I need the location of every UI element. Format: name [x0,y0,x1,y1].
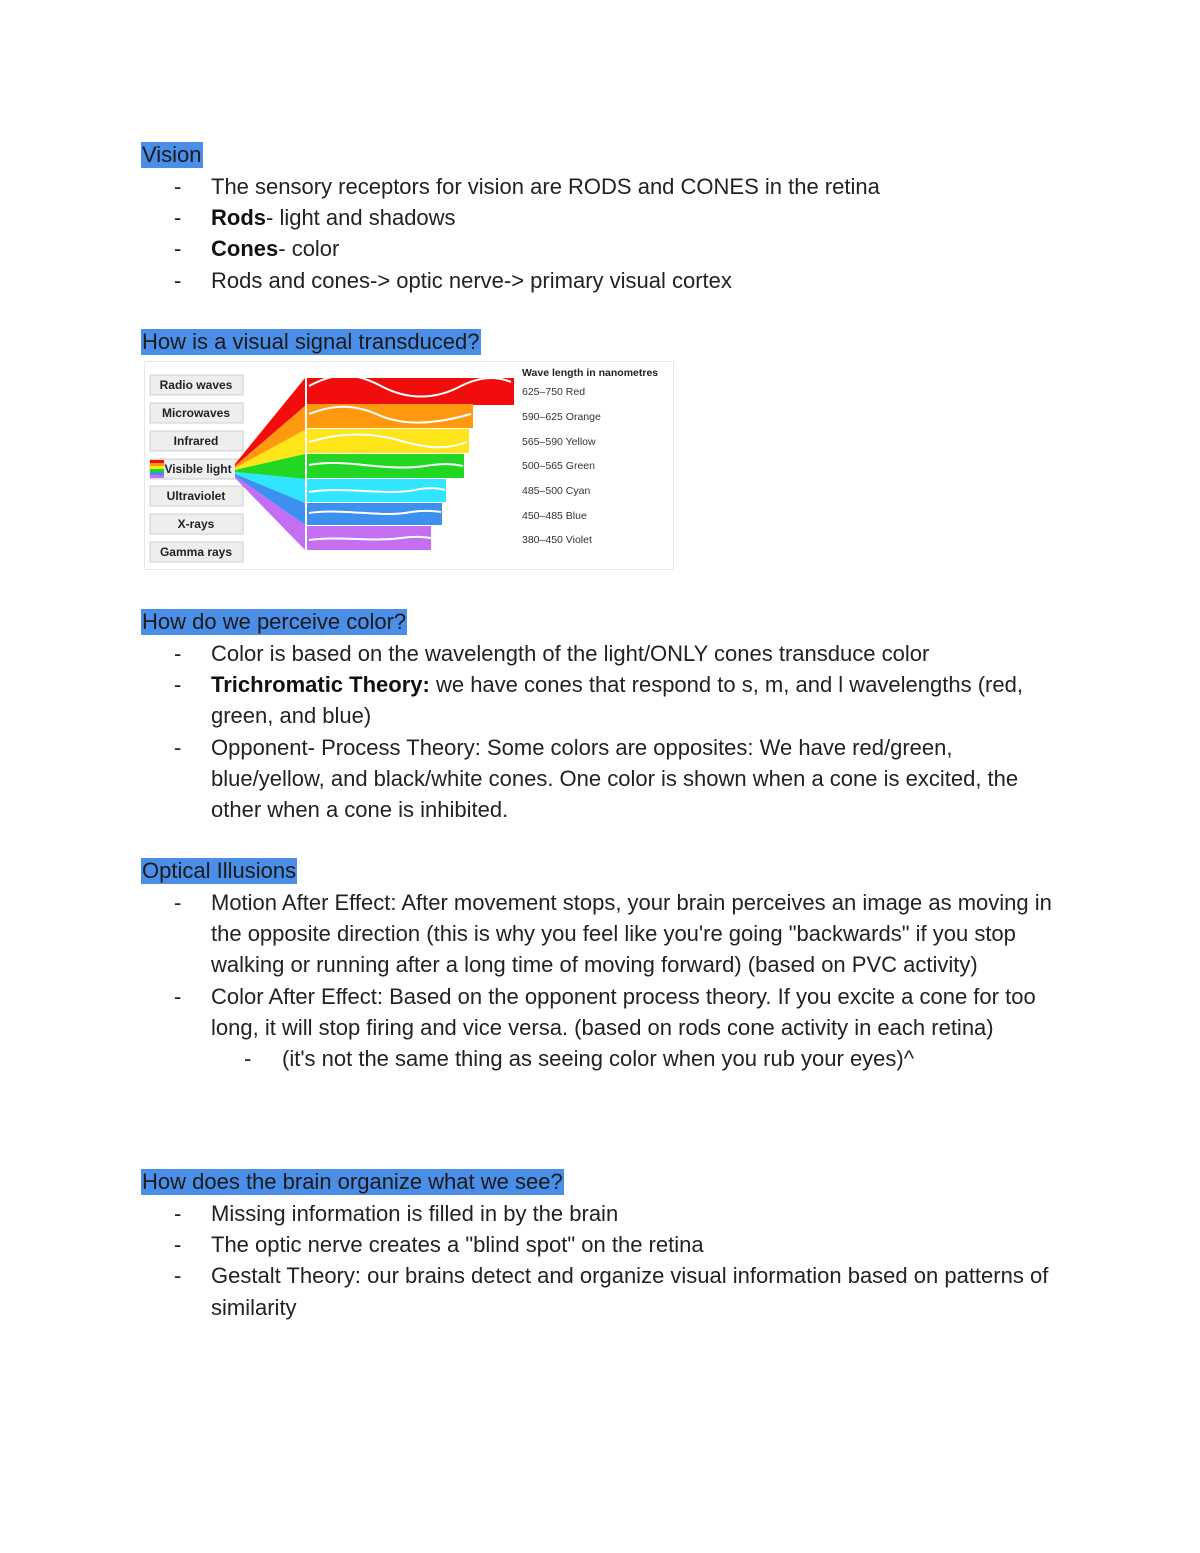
section-heading: Vision [142,142,202,167]
list-item [141,732,1071,826]
list-item [141,171,1071,202]
section-vision [141,142,1071,296]
bold-term: Trichromatic Theory: [211,672,430,698]
rainbow-stripe [150,469,164,472]
wavelength-violet: 380–450 Violet [522,534,592,546]
wavelength-green: 500–565 Green [522,460,595,472]
bar-yellow [307,429,469,453]
list-item-text: Opponent- Process Theory: Some colors are opposites: We have red/green, blue/yellow, and black/white cones. One color is shown when a cone is excited, the other when a cone is inhibited. [211,734,1019,823]
section-heading: Optical Illusions [142,858,297,883]
list-item [141,233,1071,264]
spectrum-figure [144,361,674,570]
list-item [141,887,1071,981]
bar-red [307,378,514,405]
band-xrays: X-rays [177,517,215,531]
sub-list [211,1043,1071,1074]
spectrum-fan [235,378,305,550]
list-item [141,265,1071,296]
list-item [141,981,1071,1075]
section-color [141,609,1071,825]
wavelength-list [522,367,658,546]
bullet-list [141,171,1071,296]
list-item-text: The sensory receptors for vision are RODS and CONES in the retina [211,174,880,199]
list-item-text: we have cones that respond to s, m, and l wavelengths (red, green, and blue) [211,672,1023,729]
list-item [141,669,1071,731]
rainbow-stripe [150,475,164,478]
section-transduced [141,329,1071,355]
list-item [141,202,1071,233]
band-microwaves: Microwaves [161,406,231,420]
list-item-text: The optic nerve creates a "blind spot" on the retina [211,1232,704,1258]
rainbow-stripe [150,466,164,469]
list-item-text: Color After Effect: Based on the opponent process theory. If you excite a cone for too long, it will stop firing and vice versa. (based on rods cone activity in each retina) [211,983,1036,1040]
rainbow-stripe [150,460,164,463]
section-heading: How is a visual signal transduced? [142,329,480,354]
band-radio: Radio waves [159,378,233,392]
list-item [141,638,1071,669]
band-gamma: Gamma rays [159,545,233,559]
section-heading: How does the brain organize what we see? [142,1169,563,1194]
wavelength-orange: 590–625 Orange [522,411,601,423]
list-item-text: (it's not the same thing as seeing color when you rub your eyes)^ [282,1046,915,1072]
wavelength-yellow: 565–590 Yellow [522,436,596,448]
section-organize [141,1169,1071,1323]
rainbow-stripe [150,463,164,466]
spectrum-diagram [145,362,673,569]
list-item-text: Missing information is filled in by the brain [211,1201,619,1226]
wavelength-cyan: 485–500 Cyan [522,485,591,497]
list-item [141,1260,1071,1322]
band-ultraviolet: Ultraviolet [166,489,226,503]
band-visible: Visible light [164,462,232,476]
list-item-text: - color [278,236,340,262]
bullet-list [141,887,1071,1074]
bold-term: Rods [211,205,266,231]
band-infrared: Infrared [173,434,219,448]
list-item-text: Gestalt Theory: our brains detect and organize visual information based on patterns of similarity [211,1263,1049,1320]
wavelength-header: Wave length in nanometres [522,367,659,379]
wavelength-blue: 450–485 Blue [522,510,587,522]
list-item-text: Color is based on the wavelength of the light/ONLY cones transduce color [211,641,930,666]
bold-term: Cones [211,236,279,262]
list-item-text: Motion After Effect: After movement stops, your brain perceives an image as moving in the opposite direction (this is why you feel like you're going "backwards" if you stop walking or running after a long time of moving forward) (based on PVC activity) [211,890,1052,978]
list-item [141,1229,1071,1260]
band-labels [150,375,243,562]
list-item [141,1198,1071,1229]
list-item-text: Rods and cones-> optic nerve-> primary visual cortex [211,267,732,293]
rainbow-stripe [150,472,164,475]
sub-list-item [211,1043,1071,1074]
section-heading: How do we perceive color? [142,609,407,634]
bullet-list [141,1198,1071,1323]
section-illusions [141,858,1071,1074]
bullet-list [141,638,1071,825]
list-item-text: - light and shadows [266,205,456,231]
wavelength-red: 625–750 Red [522,386,586,398]
